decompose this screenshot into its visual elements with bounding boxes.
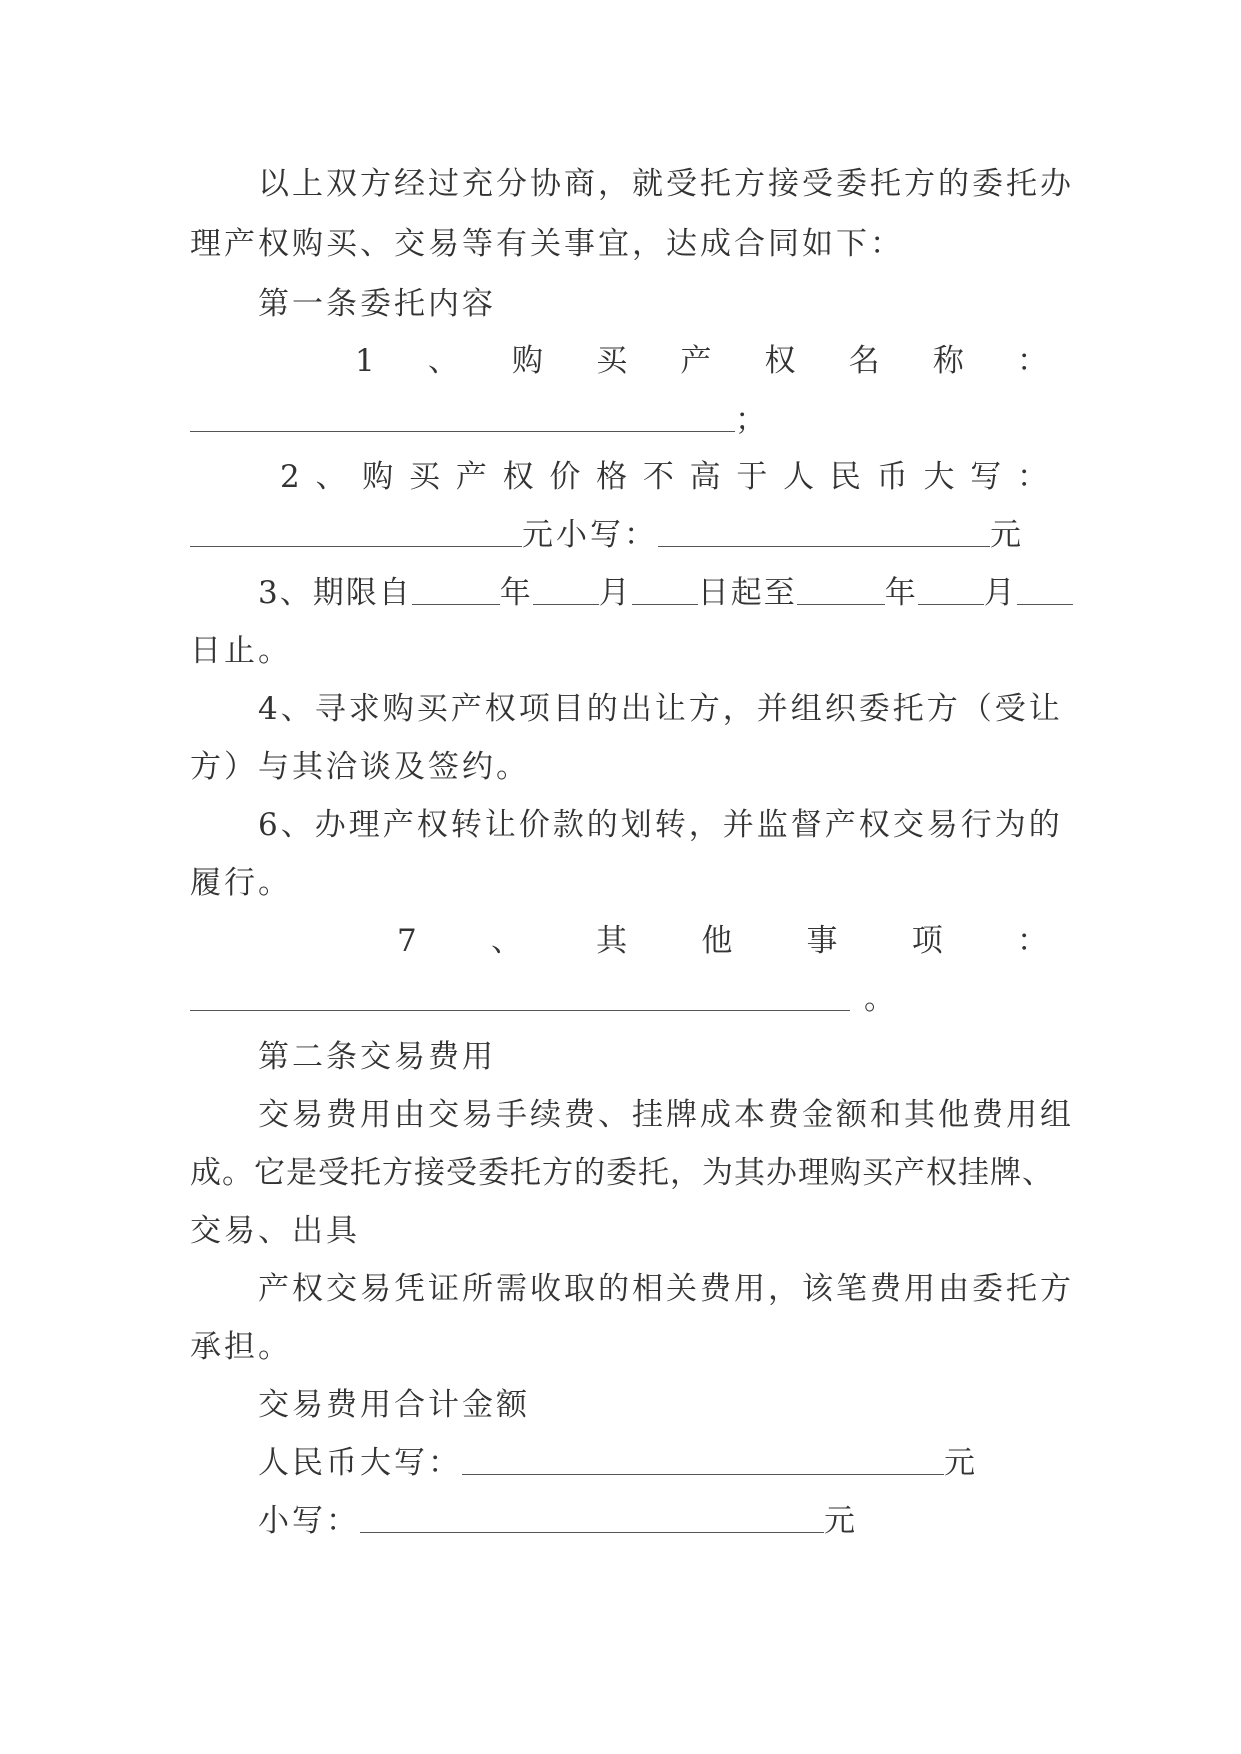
total-title: 交易费用合计金额 bbox=[258, 1387, 530, 1423]
item7-char: 7 bbox=[397, 923, 417, 959]
item2-label bbox=[280, 457, 1048, 497]
item1-char: ： bbox=[1016, 343, 1048, 379]
end-year-blank bbox=[797, 576, 885, 605]
fee-line-5: 承担。 bbox=[190, 1329, 292, 1365]
total-lower-unit: 元 bbox=[824, 1503, 858, 1539]
item1-blank bbox=[190, 403, 735, 432]
item2-char: 买 bbox=[409, 459, 441, 495]
item1-char: 权 bbox=[764, 343, 796, 379]
item3-prefix: 3、期限自 bbox=[258, 575, 412, 611]
item1-char: 、 bbox=[427, 343, 459, 379]
item2-blank-line bbox=[190, 515, 1050, 555]
item1-end: ； bbox=[735, 402, 769, 438]
end-day-blank bbox=[1017, 576, 1073, 605]
total-upper-label: 人民币大写： bbox=[258, 1445, 462, 1481]
start-year-blank bbox=[412, 576, 500, 605]
item7-char: 其 bbox=[596, 923, 628, 959]
item2-char: 大 bbox=[923, 459, 955, 495]
item7-end: 。 bbox=[864, 981, 898, 1017]
end-month-blank bbox=[918, 576, 984, 605]
fee-line-1: 交易费用由交易手续费、挂牌成本费金额和其他费用组 bbox=[258, 1097, 1074, 1133]
item2-char: 币 bbox=[876, 459, 908, 495]
total-lower-blank bbox=[360, 1504, 824, 1533]
item7-char: 、 bbox=[490, 923, 522, 959]
item6-line-2: 履行。 bbox=[190, 865, 292, 901]
fee-line-2: 成。它是受托方接受委托方的委托，为其办理购买产权挂牌、 bbox=[190, 1155, 1054, 1191]
total-upper-blank bbox=[462, 1446, 944, 1475]
item1-char: 买 bbox=[596, 343, 628, 379]
item1-char: 1 bbox=[355, 343, 375, 379]
item2-char: 产 bbox=[455, 459, 487, 495]
total-upper-unit: 元 bbox=[944, 1445, 978, 1481]
item2-char: 高 bbox=[689, 459, 721, 495]
item3-year2: 年 bbox=[884, 575, 918, 611]
article1-title: 第一条委托内容 bbox=[258, 286, 496, 322]
article2-title: 第二条交易费用 bbox=[258, 1039, 496, 1075]
item2-char: 人 bbox=[783, 459, 815, 495]
item7-char: 项 bbox=[911, 923, 943, 959]
item2-char: 、 bbox=[315, 459, 347, 495]
item7-blank-line bbox=[190, 979, 1050, 1019]
item7-char: 他 bbox=[701, 923, 733, 959]
item2-char: 购 bbox=[362, 459, 394, 495]
item2-lower-blank bbox=[658, 518, 990, 547]
item1-char: 名 bbox=[848, 343, 880, 379]
item1-char: 称 bbox=[932, 343, 964, 379]
item2-char: 价 bbox=[549, 459, 581, 495]
item1-blank-line bbox=[190, 400, 1050, 440]
item7-label bbox=[397, 921, 1048, 961]
total-lower-label: 小写： bbox=[258, 1503, 360, 1539]
item2-char: ： bbox=[1016, 459, 1048, 495]
item3-day-from: 日起至 bbox=[697, 575, 797, 611]
item1-label bbox=[355, 341, 1048, 381]
item2-yuan: 元 bbox=[990, 517, 1024, 553]
intro-line-1: 以上双方经过充分协商，就受托方接受委托方的委托办 bbox=[258, 166, 1074, 202]
item3-month2: 月 bbox=[983, 575, 1017, 611]
item2-char: 于 bbox=[736, 459, 768, 495]
fee-line-3: 交易、出具 bbox=[190, 1213, 360, 1249]
item2-char: 格 bbox=[596, 459, 628, 495]
item3-month: 月 bbox=[598, 575, 632, 611]
item1-char: 购 bbox=[512, 343, 544, 379]
item2-char: 2 bbox=[280, 459, 300, 495]
item7-blank bbox=[190, 982, 850, 1011]
item2-yuan-small: 元小写： bbox=[522, 517, 658, 553]
intro-line-2: 理产权购买、交易等有关事宜，达成合同如下： bbox=[190, 226, 904, 262]
item3-line bbox=[258, 573, 1048, 613]
item3-end: 日止。 bbox=[190, 633, 292, 669]
item7-char: ： bbox=[1016, 923, 1048, 959]
fee-line-4: 产权交易凭证所需收取的相关费用，该笔费用由委托方 bbox=[258, 1271, 1074, 1307]
item1-char: 产 bbox=[680, 343, 712, 379]
item7-char: 事 bbox=[806, 923, 838, 959]
item4-line-1: 4、寻求购买产权项目的出让方，并组织委托方（受让 bbox=[258, 691, 1063, 727]
item3-year: 年 bbox=[499, 575, 533, 611]
start-day-blank bbox=[632, 576, 698, 605]
total-lower-line bbox=[258, 1501, 1048, 1541]
start-month-blank bbox=[533, 576, 599, 605]
total-upper-line bbox=[258, 1443, 1048, 1483]
item2-char: 不 bbox=[642, 459, 674, 495]
item2-char: 权 bbox=[502, 459, 534, 495]
item2-upper-blank bbox=[190, 518, 522, 547]
item4-line-2: 方）与其洽谈及签约。 bbox=[190, 749, 530, 785]
item2-char: 民 bbox=[829, 459, 861, 495]
item2-char: 写 bbox=[970, 459, 1002, 495]
item6-line-1: 6、办理产权转让价款的划转，并监督产权交易行为的 bbox=[258, 807, 1063, 843]
